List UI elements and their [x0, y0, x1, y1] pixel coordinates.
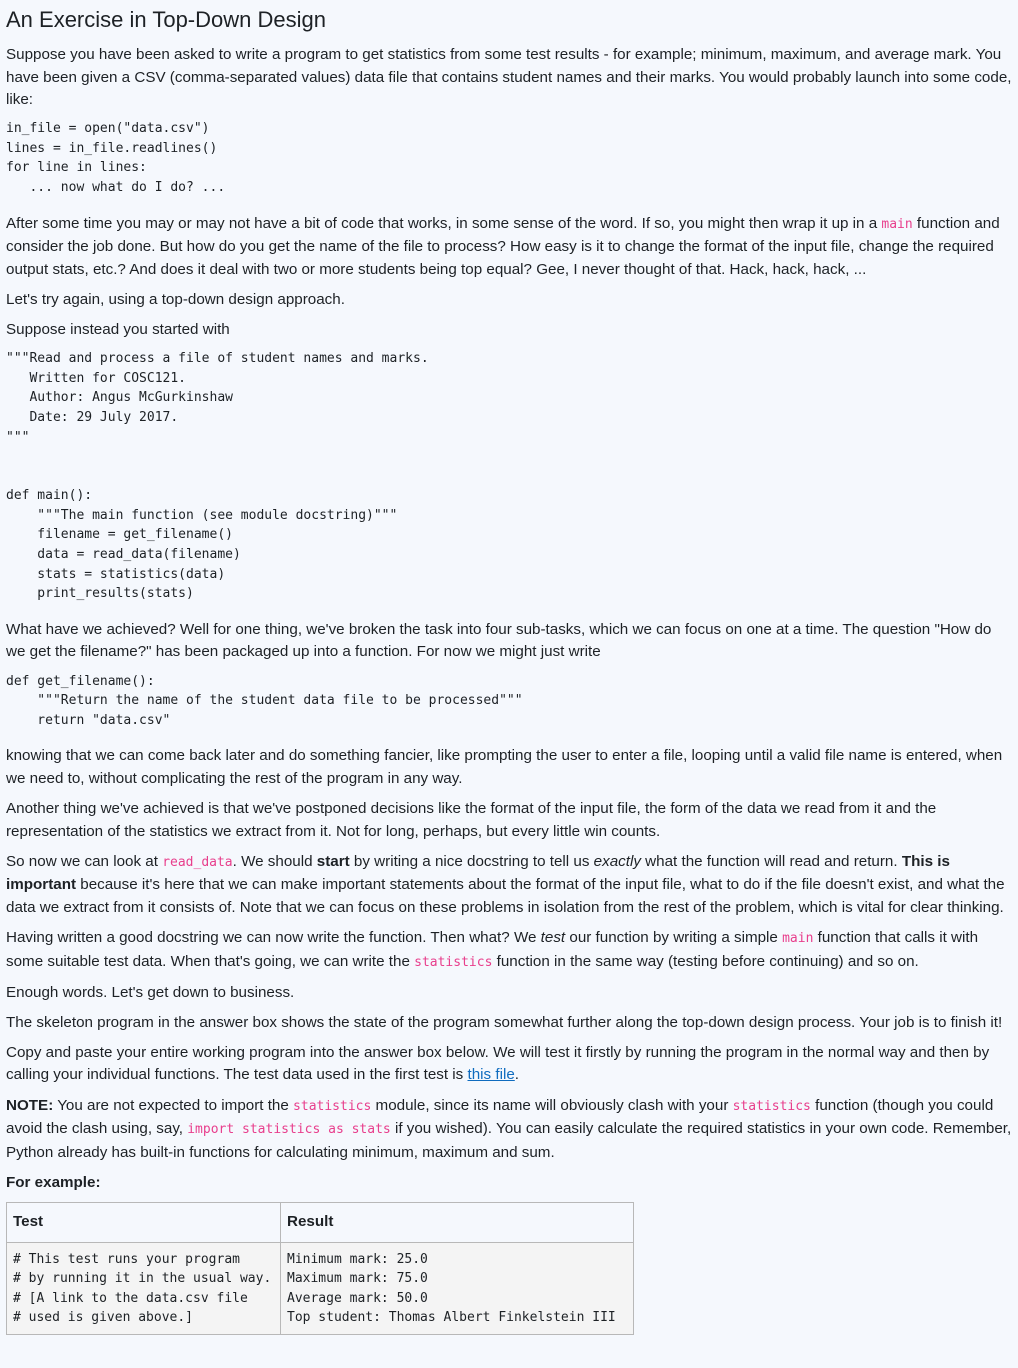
- inline-code: read_data: [162, 854, 233, 870]
- paragraph-read-data: So now we can look at read_data. We should start by writing a nice docstring to tell us exactly what the function will read and return. This is important because it's here that we can make important statements about the format of the input file, what to do if the file doesn't exist, and what the data we extract from it consists of. Note that we can focus on these problems in isolation from the rest of the problem, which is vital for clear thinking.: [6, 852, 1005, 916]
- paragraph-achieved: What have we achieved? Well for one thing, we've broken the task into four sub-tasks, which we can focus on one at a time. The question "How do we get the filename?" has been packaged up into a function. For now we might just write: [6, 620, 992, 661]
- data-file-link[interactable]: this file: [467, 1066, 515, 1084]
- inline-code: main: [881, 216, 913, 232]
- paragraph-enough: Enough words. Let's get down to business.: [6, 983, 295, 1001]
- paragraph-testing: Having written a good docstring we can now write the function. Then what? We test our function by writing a simple main function that calls it with some suitable test data. When that's going, we can write the statistics function in the same way (testing before continuing) and so on.: [6, 928, 979, 970]
- page-title: An Exercise in Top-Down Design: [6, 7, 326, 32]
- paragraph-copy-paste: Copy and paste your entire working program into the answer box below. We will test it firstly by running the program in the normal way and then by calling your individual functions. The test data used in the first test is this file.: [6, 1043, 990, 1084]
- paragraph-postponed: Another thing we've achieved is that we've postponed decisions like the format of the input file, the form of the data we read from it and the representation of the statistics we extract from it. Not for long, perhaps, but every little win counts.: [6, 800, 937, 840]
- table-header-result: Result: [281, 1202, 634, 1242]
- table-row: [7, 1242, 634, 1334]
- example-heading: For example:: [6, 1173, 101, 1191]
- code-block-main: """Read and process a file of student names and marks. Written for COSC121. Author: Angus McGurkinshaw Date: 29 July 2017. """ def main(): """The main function (see module docstring)""" filename = get_filename() data = read_data(filename) stats = statistics(data) print_results(stats): [6, 351, 429, 602]
- inline-code: import statistics as stats: [187, 1122, 391, 1138]
- code-block-naive: in_file = open("data.csv") lines = in_file.readlines() for line in lines: ... now what do I do? ...: [6, 121, 226, 196]
- table-header-test: Test: [7, 1202, 281, 1242]
- code-block-get-filename: def get_filename(): """Return the name of the student data file to be processed""" return "data.csv": [6, 673, 523, 728]
- paragraph-suppose: Suppose instead you started with: [6, 321, 230, 339]
- example-table: [6, 1202, 634, 1335]
- paragraph-note: NOTE: You are not expected to import the statistics module, since its name will obviously clash with your statistics function (though you could avoid the clash using, say, import statistics as stats if you wished). You can easily calculate the required statistics in your own code. Remember, Python already has built-in functions for calculating minimum, maximum and sum.: [6, 1096, 1012, 1161]
- table-cell-result: Minimum mark: 25.0 Maximum mark: 75.0 Average mark: 50.0 Top student: Thomas Albert Finkelstein III: [281, 1242, 634, 1334]
- inline-code: statistics: [732, 1098, 811, 1114]
- inline-code: main: [782, 930, 814, 946]
- paragraph-hack: After some time you may or may not have a bit of code that works, in some sense of the word. If so, you might then wrap it up in a main function and consider the job done. But how do you get the name of the file to process? How easy is it to change the format of the input file, change the required output stats, etc.? And does it deal with two or more students being top equal? Gee, I never thought of that. Hack, hack, hack, ...: [6, 214, 1000, 278]
- inline-code: statistics: [293, 1098, 372, 1114]
- question-text: [0, 6, 1018, 1335]
- table-header-row: [7, 1202, 634, 1242]
- intro-paragraph: Suppose you have been asked to write a program to get statistics from some test results - for example; minimum, maximum, and average mark. You have been given a CSV (comma-separated values) data file that contains student names and their marks. You would probably launch into some code, like:: [6, 46, 1012, 109]
- paragraph-try-again: Let's try again, using a top-down design approach.: [6, 290, 345, 308]
- inline-code: statistics: [414, 954, 493, 970]
- paragraph-knowing: knowing that we can come back later and do something fancier, like prompting the user to enter a file, looping until a valid file name is entered, when we need to, without complicating the rest of the program in any way.: [6, 747, 1003, 787]
- paragraph-skeleton: The skeleton program in the answer box shows the state of the program somewhat further along the top-down design process. Your job is to finish it!: [6, 1013, 1003, 1031]
- table-cell-test: # This test runs your program # by running it in the usual way. # [A link to the data.csv file # used is given above.]: [7, 1242, 281, 1334]
